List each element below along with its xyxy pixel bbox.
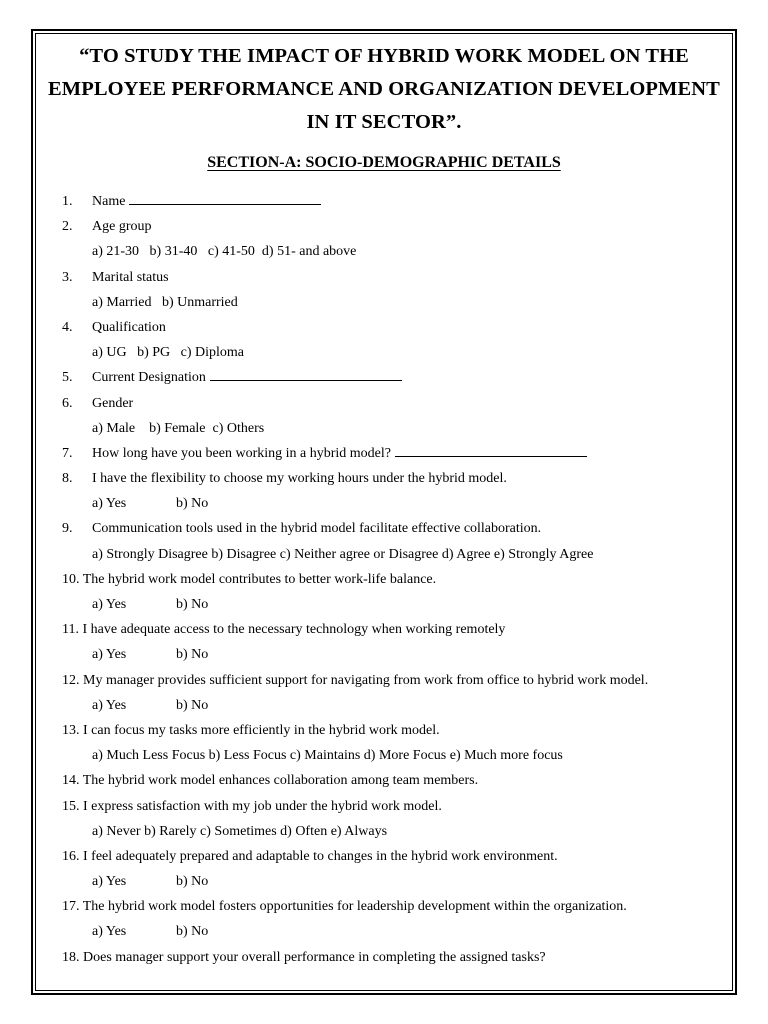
question-7 bbox=[62, 441, 732, 466]
option-yes[interactable]: a) Yes bbox=[92, 647, 127, 663]
option-no[interactable]: b) No bbox=[176, 874, 209, 890]
question-text: The hybrid work model enhances collaboration among team members. bbox=[82, 773, 479, 789]
question-13 bbox=[62, 718, 732, 743]
designation-answer-line[interactable] bbox=[210, 367, 402, 381]
section-heading bbox=[40, 151, 728, 175]
question-9-options: a) Strongly Disagree b) Disagree c) Neither agree or Disagree d) Agree e) Strongly Agree bbox=[92, 546, 594, 562]
question-8-options bbox=[62, 491, 732, 516]
question-5 bbox=[62, 365, 732, 390]
question-number: 12. bbox=[62, 672, 80, 688]
question-number: 17. bbox=[62, 899, 80, 915]
question-number: 1. bbox=[62, 194, 73, 209]
question-1 bbox=[62, 189, 732, 214]
question-text: I have the flexibility to choose my working hours under the hybrid model. bbox=[92, 471, 507, 487]
question-text: Qualification bbox=[92, 319, 166, 335]
question-4-options: a) UG b) PG c) Diploma bbox=[92, 345, 245, 361]
question-3 bbox=[62, 265, 732, 290]
question-text: Gender bbox=[92, 395, 134, 411]
question-text: I have adequate access to the necessary technology when working remotely bbox=[82, 622, 506, 638]
question-13-options: a) Much Less Focus b) Less Focus c) Maintains d) More Focus e) Much more focus bbox=[92, 748, 563, 764]
question-8 bbox=[62, 466, 732, 491]
option-yes[interactable]: a) Yes bbox=[92, 874, 127, 890]
question-text: The hybrid work model contributes to better work-life balance. bbox=[82, 571, 437, 587]
question-4 bbox=[62, 315, 732, 340]
question-12-options bbox=[62, 693, 732, 718]
question-18 bbox=[62, 945, 732, 970]
question-number: 9. bbox=[62, 521, 73, 537]
question-17 bbox=[62, 894, 732, 919]
question-number: 13. bbox=[62, 722, 80, 738]
questionnaire bbox=[62, 189, 732, 970]
question-number: 2. bbox=[62, 219, 73, 235]
question-number: 14. bbox=[62, 773, 80, 789]
name-answer-line[interactable] bbox=[129, 191, 321, 205]
question-text: Communication tools used in the hybrid model facilitate effective collaboration. bbox=[92, 521, 542, 537]
option-no[interactable]: b) No bbox=[176, 597, 209, 612]
question-12 bbox=[62, 668, 732, 693]
question-text: How long have you been working in a hybrid model? bbox=[92, 445, 391, 461]
question-10 bbox=[62, 567, 732, 592]
question-text: I express satisfaction with my job under the hybrid work model. bbox=[83, 798, 442, 814]
document-title: “TO STUDY THE IMPACT OF HYBRID WORK MODEL ON THE EMPLOYEE PERFORMANCE AND ORGANIZATION DEVELOPMENT IN IT SECTOR”. bbox=[48, 45, 720, 133]
question-number: 15. bbox=[62, 798, 80, 814]
question-3-options: a) Married b) Unmarried bbox=[92, 294, 238, 310]
question-text: Name bbox=[92, 194, 126, 209]
question-number: 3. bbox=[62, 269, 73, 285]
question-number: 4. bbox=[62, 319, 73, 335]
option-no[interactable]: b) No bbox=[176, 697, 209, 713]
question-14 bbox=[62, 768, 732, 793]
question-15-options: a) Never b) Rarely c) Sometimes d) Often e) Always bbox=[92, 823, 388, 839]
option-no[interactable]: b) No bbox=[176, 924, 209, 940]
option-yes[interactable]: a) Yes bbox=[92, 597, 127, 612]
question-text: I can focus my tasks more efficiently in the hybrid work model. bbox=[83, 722, 440, 738]
question-text: Marital status bbox=[92, 269, 169, 285]
question-16-options bbox=[62, 869, 732, 894]
question-number: 18. bbox=[62, 949, 80, 965]
question-17-options bbox=[62, 919, 732, 944]
question-11-options bbox=[62, 642, 732, 667]
duration-answer-line[interactable] bbox=[395, 443, 587, 457]
option-no[interactable]: b) No bbox=[176, 647, 209, 663]
question-2 bbox=[62, 214, 732, 239]
section-heading-text: SECTION-A: SOCIO-DEMOGRAPHIC DETAILS bbox=[207, 154, 561, 171]
question-9 bbox=[62, 516, 732, 541]
question-number: 11. bbox=[62, 622, 79, 638]
option-yes[interactable]: a) Yes bbox=[92, 697, 127, 713]
question-6-options: a) Male b) Female c) Others bbox=[92, 420, 265, 436]
question-15 bbox=[62, 794, 732, 819]
question-text: Does manager support your overall performance in completing the assigned tasks? bbox=[83, 949, 546, 965]
question-text: I feel adequately prepared and adaptable to changes in the hybrid work environment. bbox=[83, 848, 558, 864]
question-10-options bbox=[62, 592, 732, 617]
question-number: 8. bbox=[62, 471, 73, 487]
question-text: My manager provides sufficient support for navigating from work from office to hybrid work model. bbox=[83, 672, 649, 688]
question-number: 16. bbox=[62, 848, 80, 864]
question-text: Current Designation bbox=[92, 370, 206, 386]
option-yes[interactable]: a) Yes bbox=[92, 496, 127, 512]
option-no[interactable]: b) No bbox=[176, 496, 209, 512]
question-number: 5. bbox=[62, 370, 73, 386]
question-number: 7. bbox=[62, 445, 73, 461]
question-number: 10. bbox=[62, 571, 80, 587]
question-2-options: a) 21-30 b) 31-40 c) 41-50 d) 51- and above bbox=[92, 244, 357, 260]
question-11 bbox=[62, 617, 732, 642]
question-number: 6. bbox=[62, 395, 73, 411]
question-text: The hybrid work model fosters opportunities for leadership development within the organization. bbox=[82, 899, 627, 915]
question-text: Age group bbox=[92, 219, 152, 235]
option-yes[interactable]: a) Yes bbox=[92, 924, 127, 940]
question-16 bbox=[62, 844, 732, 869]
question-6 bbox=[62, 391, 732, 416]
